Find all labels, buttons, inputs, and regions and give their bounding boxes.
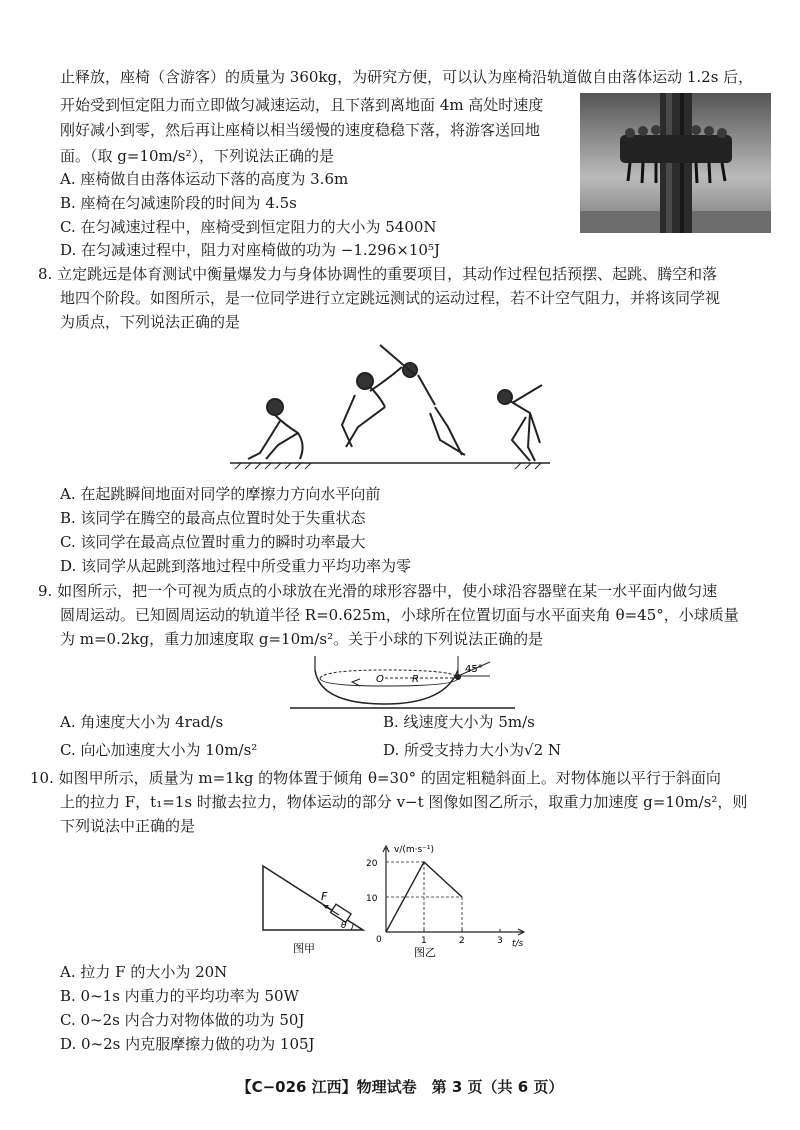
q7-line-4: 面。（取 g=10m/s²），下列说法正确的是 bbox=[60, 147, 335, 165]
q10-line-2: 上的拉力 F，t₁=1s 时撤去拉力，物体运动的部分 v−t 图像如图乙所示，取重力加速度 g=10m/s²，则 bbox=[60, 793, 748, 811]
q7-option-c: C. 在匀减速过程中，座椅受到恒定阻力的大小为 5400N bbox=[60, 218, 437, 236]
bowl-figure bbox=[290, 652, 520, 716]
q7-option-d: D. 在匀减速过程中，阻力对座椅做的功为 −1.296×10⁵J bbox=[60, 241, 440, 259]
q9-option-a: A. 角速度大小为 4rad/s bbox=[60, 713, 224, 731]
q9-option-b: B. 线速度大小为 5m/s bbox=[383, 713, 535, 731]
fig-yi-caption: 图乙 bbox=[414, 946, 436, 959]
drop-tower-photo bbox=[580, 93, 771, 233]
vt-chart bbox=[362, 840, 542, 964]
long-jump-figure bbox=[230, 335, 570, 474]
center-label: O bbox=[376, 674, 384, 685]
q10-option-b: B. 0~1s 内重力的平均功率为 50W bbox=[60, 987, 299, 1005]
fig-jia-caption: 图甲 bbox=[293, 942, 315, 955]
q7-option-a: A. 座椅做自由落体运动下落的高度为 3.6m bbox=[60, 170, 349, 188]
q10-line-3: 下列说法中正确的是 bbox=[60, 817, 196, 835]
x-axis-label: t/s bbox=[512, 939, 524, 949]
radius-label: R bbox=[412, 674, 419, 685]
incline-figure bbox=[255, 858, 370, 962]
page-footer: 【C−026 江西】物理试卷 第 3 页（共 6 页） bbox=[236, 1078, 564, 1096]
q8-option-c: C. 该同学在最高点位置时重力的瞬时功率最大 bbox=[60, 533, 366, 551]
q10-option-c: C. 0~2s 内合力对物体做的功为 50J bbox=[60, 1011, 305, 1029]
q10-option-d: D. 0~2s 内克服摩擦力做的功为 105J bbox=[60, 1035, 315, 1053]
q9-option-d: D. 所受支持力大小为√2 N bbox=[383, 741, 562, 759]
q10-line-1: 10. 如图甲所示，质量为 m=1kg 的物体置于倾角 θ=30° 的固定粗糙斜面上。对物体施以平行于斜面向 bbox=[30, 769, 721, 787]
q8-line-2: 地四个阶段。如图所示，是一位同学进行立定跳远测试的运动过程，若不计空气阻力，并将该同学视 bbox=[60, 289, 721, 307]
q7-line-2: 开始受到恒定阻力而立即做匀减速运动，且下落到离地面 4m 高处时速度 bbox=[60, 96, 544, 114]
q9-option-c: C. 向心加速度大小为 10m/s² bbox=[60, 741, 258, 759]
x-tick-label-1: 1 bbox=[421, 936, 427, 946]
x-tick-label-2: 2 bbox=[459, 936, 465, 946]
y-tick-label-20: 20 bbox=[366, 859, 378, 869]
q9-line-2: 圆周运动。已知圆周运动的轨道半径 R=0.625m，小球所在位置切面与水平面夹角 θ=45°，小球质量 bbox=[60, 606, 739, 624]
q7-line-1: 止释放，座椅（含游客）的质量为 360kg，为研究方便，可以认为座椅沿轨道做自由落体运动 1.2s 后， bbox=[60, 68, 754, 86]
x-tick-label-3: 3 bbox=[497, 936, 503, 946]
force-label: F bbox=[321, 890, 328, 903]
origin-label: 0 bbox=[376, 935, 382, 945]
q10-option-a: A. 拉力 F 的大小为 20N bbox=[60, 963, 228, 981]
q8-option-a: A. 在起跳瞬间地面对同学的摩擦力方向水平向前 bbox=[60, 485, 381, 503]
angle-label: 45° bbox=[465, 664, 483, 675]
q9-line-1: 9. 如图所示，把一个可视为质点的小球放在光滑的球形容器中，使小球沿容器壁在某一水平面内做匀速 bbox=[38, 582, 718, 600]
q7-option-b: B. 座椅在匀减速阶段的时间为 4.5s bbox=[60, 194, 297, 212]
theta-label: θ bbox=[341, 921, 347, 931]
q9-line-3: 为 m=0.2kg，重力加速度取 g=10m/s²。关于小球的下列说法正确的是 bbox=[60, 630, 544, 648]
q8-option-d: D. 该同学从起跳到落地过程中所受重力平均功率为零 bbox=[60, 557, 412, 575]
y-tick-label-10: 10 bbox=[366, 894, 378, 904]
q8-line-1: 8. 立定跳远是体育测试中衡量爆发力与身体协调性的重要项目，其动作过程包括预摆、起跳、腾空和落 bbox=[38, 265, 718, 283]
q7-line-3: 刚好减小到零，然后再让座椅以相当缓慢的速度稳稳下落，将游客送回地 bbox=[60, 121, 541, 139]
q8-option-b: B. 该同学在腾空的最高点位置时处于失重状态 bbox=[60, 509, 366, 527]
y-axis-label: v/(m·s⁻¹) bbox=[394, 845, 435, 855]
q8-line-3: 为质点，下列说法正确的是 bbox=[60, 313, 241, 331]
